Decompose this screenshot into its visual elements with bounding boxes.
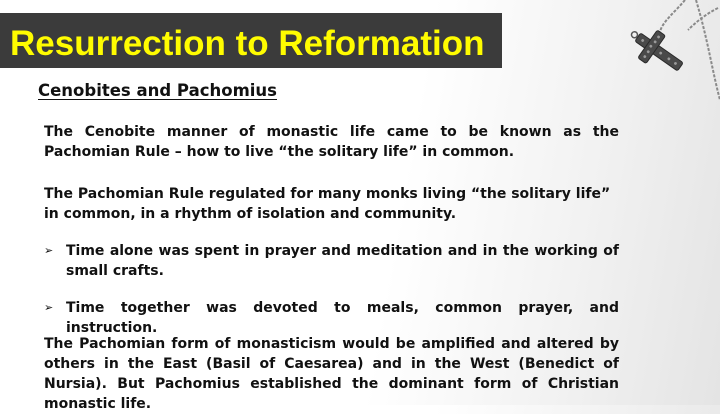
slide-title: Resurrection to Reformation bbox=[10, 24, 485, 63]
bullet-text: Time alone was spent in prayer and meditation and in the working of small crafts. bbox=[66, 243, 619, 279]
cross-necklace-icon bbox=[600, 0, 720, 110]
arrow-bullet-icon: ➢ bbox=[44, 244, 54, 257]
slide-subtitle: Cenobites and Pachomius bbox=[38, 81, 277, 100]
bullet-item bbox=[44, 241, 619, 281]
bullet-text: Time together was devoted to meals, common prayer, and instruction. bbox=[66, 300, 619, 336]
arrow-bullet-icon: ➢ bbox=[44, 301, 54, 314]
title-bar bbox=[0, 13, 502, 68]
paragraph-rule-regulation: The Pachomian Rule regulated for many monks living “the solitary life” in common, in a rhythm of isolation and community. bbox=[44, 186, 611, 222]
paragraph-pachomian-rule: The Cenobite manner of monastic life came to be known as the Pachomian Rule – how to live “the solitary life” in common. bbox=[44, 124, 619, 160]
paragraph-closing: The Pachomian form of monasticism would be amplified and altered by others in the East (Basil of Caesarea) and in the West (Benedict of Nursia). But Pachomius established the dominant form of Christian monastic life. bbox=[44, 336, 619, 412]
bullet-item bbox=[44, 298, 619, 338]
